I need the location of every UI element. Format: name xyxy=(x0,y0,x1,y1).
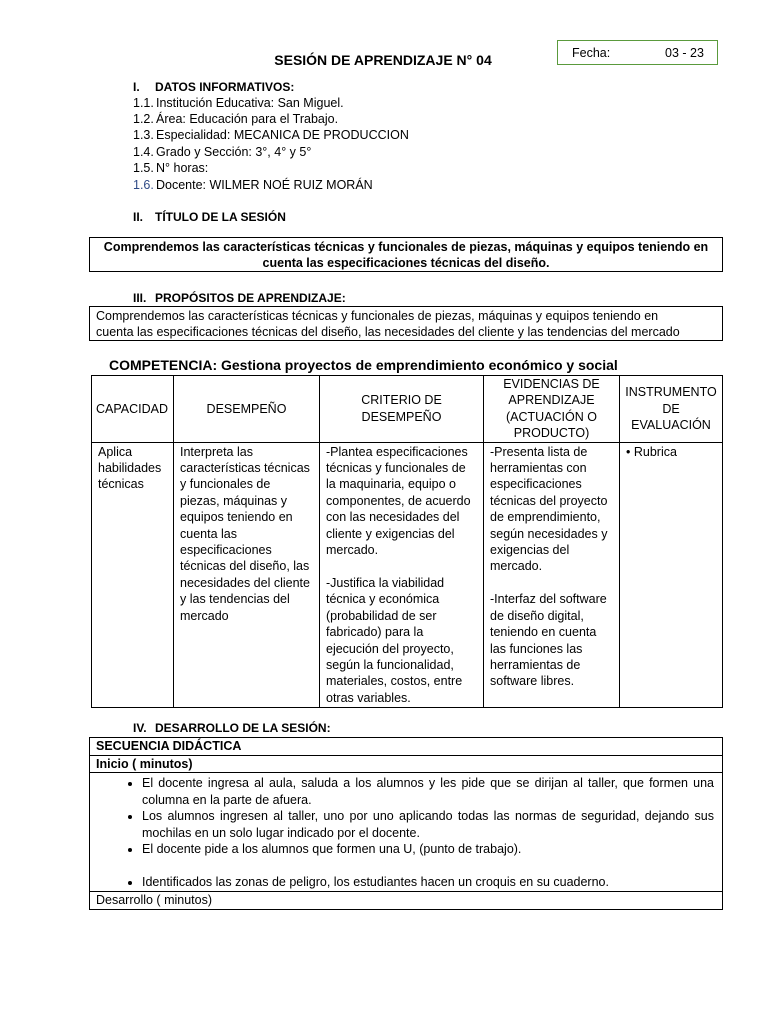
fecha-value: 03 - 23 xyxy=(665,46,704,60)
section-1-heading xyxy=(133,80,294,94)
info-item-text: Especialidad: MECANICA DE PRODUCCION xyxy=(156,128,409,142)
info-item-number: 1.4. xyxy=(133,145,154,159)
inicio-label: Inicio ( minutos) xyxy=(90,755,723,773)
info-item-text: Docente: WILMER NOÉ RUIZ MORÁN xyxy=(156,178,373,192)
competencia-heading: COMPETENCIA: Gestiona proyectos de emprendimiento económico y social xyxy=(109,357,618,373)
cell-criterio: -Plantea especificaciones técnicas y funcionales de la maquinaria, equipo o componentes, de acuerdo con las necesidades del cliente y exigencias del mercado. -Justifica la viabilidad técnica y económica (probabilidad de ser fabricado) para la ejecución del proyecto, según la funcionalidad, materiales, costos, entre otras variables. xyxy=(320,442,484,708)
info-item xyxy=(133,160,208,176)
list-item: • El docente pide a los alumnos que formen una U, (punto de trabajo). xyxy=(142,841,716,858)
info-item-text: Institución Educativa: San Miguel. xyxy=(156,96,344,110)
session-title-text: Comprendemos las características técnicas y funcionales de piezas, máquinas y equipos teniendo en cuenta las especificaciones técnicas del diseño. xyxy=(103,240,709,270)
section-3-heading xyxy=(133,291,346,305)
cell-capacidad: Aplica habilidades técnicas xyxy=(92,442,174,708)
capacity-table xyxy=(91,375,723,708)
cell-instrumento: • Rubrica xyxy=(620,442,723,708)
desarrollo-label: Desarrollo ( minutos) xyxy=(90,892,723,910)
info-item-number: 1.5. xyxy=(133,161,154,175)
sequence-table xyxy=(89,737,723,910)
header-capacidad: CAPACIDAD xyxy=(92,376,174,443)
table-row xyxy=(90,892,723,910)
purpose-line: Comprendemos las características técnicas y funcionales de piezas, máquinas y equipos teniendo en xyxy=(96,309,659,323)
info-item xyxy=(133,111,338,127)
section-2-number: II. xyxy=(133,210,144,224)
fecha-label: Fecha: xyxy=(572,46,611,60)
info-item-text: N° horas: xyxy=(156,161,209,175)
info-item-number: 1.2. xyxy=(133,112,154,126)
section-2-heading xyxy=(133,210,286,224)
section-4-heading xyxy=(133,721,331,735)
info-item xyxy=(133,127,409,143)
cell-evidencias: -Presenta lista de herramientas con especificaciones técnicas del proyecto de emprendimiento, según necesidades y exigencias del mercado. -Interfaz del software de diseño digital, teniendo en cuenta las funciones las herramientas de software libres. xyxy=(484,442,620,708)
table-row xyxy=(90,755,723,773)
section-4-title: DESARROLLO DE LA SESIÓN: xyxy=(155,721,331,735)
info-item xyxy=(133,177,373,193)
session-title-box xyxy=(89,237,723,272)
table-header-row xyxy=(92,376,723,443)
list-item: • El docente ingresa al aula, saluda a los alumnos y les pide que se dirijan al taller, que formen una columna en la parte de afuera. xyxy=(142,775,716,808)
info-item-text: Área: Educación para el Trabajo. xyxy=(156,112,339,126)
purpose-line: cuenta las especificaciones técnicas del diseño, las necesidades del cliente y las tendencias del mercado xyxy=(96,325,680,339)
inicio-content xyxy=(90,773,723,892)
seq-heading: SECUENCIA DIDÁCTICA xyxy=(90,738,723,756)
info-item-number: 1.1. xyxy=(133,96,154,110)
table-row xyxy=(90,738,723,756)
info-item-number: 1.3. xyxy=(133,128,154,142)
section-2-title: TÍTULO DE LA SESIÓN xyxy=(155,210,286,224)
list-item: • Los alumnos ingresen al taller, uno por uno aplicando todas las normas de seguridad, dejando sus mochilas en un solo lugar indicado por el docente. xyxy=(142,808,716,841)
table-row xyxy=(92,442,723,708)
header-desempeno: DESEMPEÑO xyxy=(174,376,320,443)
header-criterio: CRITERIO DE DESEMPEÑO xyxy=(320,376,484,443)
page-title-text: SESIÓN DE APRENDIZAJE N° 04 xyxy=(274,52,492,68)
table-row xyxy=(90,773,723,892)
purpose-box xyxy=(89,306,723,341)
header-evidencias: EVIDENCIAS DE APRENDIZAJE (ACTUACIÓN O PRODUCTO) xyxy=(484,376,620,443)
info-item-text: Grado y Sección: 3°, 4° y 5° xyxy=(156,145,312,159)
info-item xyxy=(133,144,311,160)
header-instrumento: INSTRUMENTO DE EVALUACIÓN xyxy=(620,376,723,443)
list-item: • Identificados las zonas de peligro, los estudiantes hacen un croquis en su cuaderno. xyxy=(142,874,716,891)
cell-desempeno: Interpreta las características técnicas y funcionales de piezas, máquinas y equipos teniendo en cuenta las especificaciones técnicas del diseño, las necesidades del cliente y las tendencias del mercado xyxy=(174,442,320,708)
section-1-title: DATOS INFORMATIVOS: xyxy=(155,80,295,94)
inicio-list xyxy=(96,775,716,890)
section-1-number: I. xyxy=(133,80,140,94)
info-item xyxy=(133,95,344,111)
section-3-number: III. xyxy=(133,291,147,305)
section-3-title: PROPÓSITOS DE APRENDIZAJE: xyxy=(155,291,346,305)
info-item-number: 1.6. xyxy=(133,178,154,192)
section-4-number: IV. xyxy=(133,721,147,735)
page-title xyxy=(0,52,768,68)
